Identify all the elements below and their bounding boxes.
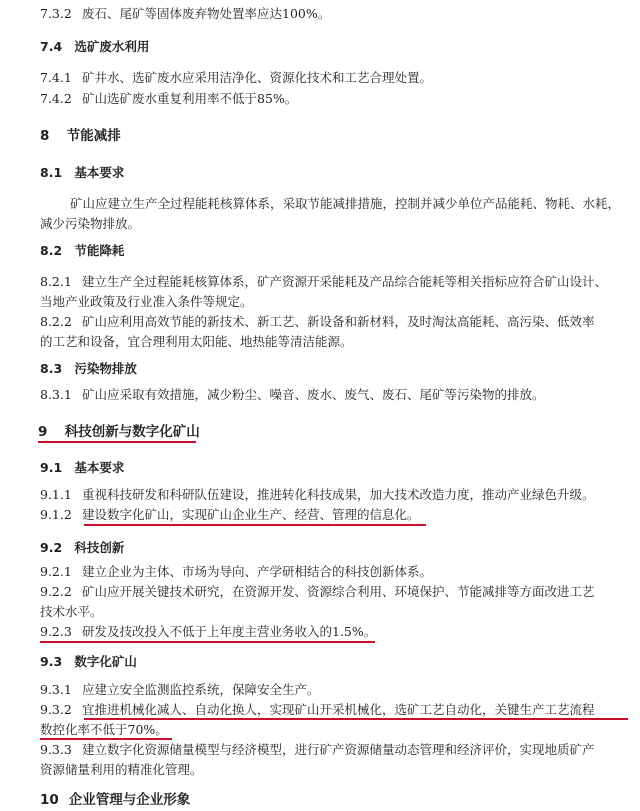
heading-9-1 <box>40 458 124 478</box>
heading-text: 节能减排 <box>66 128 121 144</box>
red-underline-9-2-3 <box>40 641 375 643</box>
clause-number: 9.2.2 <box>40 584 72 599</box>
clause-text: 技术水平。 <box>40 604 103 619</box>
clause-8-3-1 <box>40 385 545 405</box>
clause-text: 废石、尾矿等固体废弃物处置率应达100%。 <box>81 6 331 21</box>
clause-number: 9.1.2 <box>40 507 72 522</box>
heading-8-3 <box>40 359 137 379</box>
clause-9-3-2-cont <box>40 720 168 740</box>
clause-9-1-1 <box>40 485 595 505</box>
clause-number: 9.1.1 <box>40 487 72 502</box>
clause-text: 矿山应利用高效节能的新技术、新工艺、新设备和新材料，及时淘汰高能耗、高污染、低效率 <box>81 314 595 329</box>
clause-text: 建立数字化资源储量模型与经济模型，进行矿产资源储量动态管理和经济评价，实现地质矿产 <box>81 742 595 757</box>
clause-text: 宜推进机械化减人、自动化换人，实现矿山开采机械化，选矿工艺自动化，关键生产工艺流程 <box>81 702 595 717</box>
clause-number: 9.2.3 <box>40 624 72 639</box>
clause-number: 8.2.1 <box>40 274 72 289</box>
heading-8-1 <box>40 163 124 183</box>
clause-number: 7.4.2 <box>40 91 72 106</box>
heading-text: 科技创新与数字化矿山 <box>64 424 200 440</box>
clause-7-3-2 <box>40 4 330 24</box>
clause-text: 数控化率不低于70%。 <box>40 722 168 737</box>
clause-number: 8.3.1 <box>40 387 72 402</box>
heading-9-2 <box>40 538 124 558</box>
paragraph-8-1-line2 <box>40 214 140 234</box>
heading-number: 8 <box>40 128 50 144</box>
heading-number: 9.3 <box>40 654 63 669</box>
heading-9-3 <box>40 652 137 672</box>
clause-text: 资源储量利用的精准化管理。 <box>40 762 203 777</box>
heading-9 <box>38 422 200 442</box>
paragraph-text: 减少污染物排放。 <box>40 216 141 231</box>
clause-8-2-2-cont <box>40 332 353 352</box>
heading-text: 选矿废水利用 <box>74 39 150 54</box>
clause-9-3-3-cont <box>40 760 203 780</box>
clause-text: 矿井水、选矿废水应采用洁净化、资源化技术和工艺合理处置。 <box>81 70 432 85</box>
clause-9-3-3 <box>40 740 595 760</box>
clause-number: 7.4.1 <box>40 70 72 85</box>
clause-text: 研发及技改投入不低于上年度主营业务收入的1.5%。 <box>81 624 377 639</box>
red-underline-heading-9 <box>38 441 196 443</box>
clause-9-2-1 <box>40 562 432 582</box>
clause-text: 矿山应开展关键技术研究，在资源开发、资源综合利用、环境保护、节能减排等方面改进工艺 <box>81 584 595 599</box>
clause-number: 8.2.2 <box>40 314 72 329</box>
heading-text: 企业管理与企业形象 <box>68 792 191 808</box>
heading-8-2 <box>40 241 124 261</box>
clause-9-3-2 <box>40 700 595 720</box>
heading-text: 污染物排放 <box>74 361 137 376</box>
clause-9-1-2 <box>40 505 420 525</box>
paragraph-text: 矿山应建立生产全过程能耗核算体系，采取节能减排措施，控制并减少单位产品能耗、物耗、水耗， <box>70 196 621 211</box>
clause-9-2-2 <box>40 582 595 602</box>
clause-text: 的工艺和设备，宜合理利用太阳能、地热能等清洁能源。 <box>40 334 353 349</box>
heading-8 <box>40 126 121 146</box>
clause-number: 9.3.1 <box>40 682 72 697</box>
clause-7-4-2 <box>40 89 297 109</box>
heading-text: 数字化矿山 <box>74 654 137 669</box>
clause-text: 建立生产全过程能耗核算体系，矿产资源开采能耗及产品综合能耗等相关指标应符合矿山设计、 <box>81 274 607 289</box>
clause-number: 9.2.1 <box>40 564 72 579</box>
paragraph-8-1-line1 <box>70 194 620 214</box>
clause-8-2-1-cont <box>40 292 253 312</box>
clause-8-2-2 <box>40 312 595 332</box>
heading-text: 科技创新 <box>74 540 125 555</box>
clause-number: 9.3.3 <box>40 742 72 757</box>
clause-7-4-1 <box>40 68 432 88</box>
clause-number: 9.3.2 <box>40 702 72 717</box>
clause-text: 矿山应采取有效措施，减少粉尘、噪音、废水、废气、废石、尾矿等污染物的排放。 <box>81 387 545 402</box>
red-underline-9-1-2 <box>84 524 426 526</box>
heading-number: 10 <box>40 792 59 808</box>
clause-9-3-1 <box>40 680 320 700</box>
clause-text: 矿山选矿废水重复利用率不低于85%。 <box>81 91 298 106</box>
heading-number: 9 <box>38 424 48 440</box>
clause-number: 7.3.2 <box>40 6 72 21</box>
heading-number: 8.3 <box>40 361 63 376</box>
heading-number: 9.2 <box>40 540 63 555</box>
clause-9-2-3 <box>40 622 376 642</box>
clause-text: 建设数字化矿山，实现矿山企业生产、经营、管理的信息化。 <box>81 507 420 522</box>
clause-9-2-2-cont <box>40 602 103 622</box>
heading-text: 基本要求 <box>74 460 125 475</box>
heading-number: 8.2 <box>40 243 63 258</box>
heading-7-4 <box>40 37 149 57</box>
heading-number: 7.4 <box>40 39 63 54</box>
clause-text: 建立企业为主体、市场为导向、产学研相结合的科技创新体系。 <box>81 564 432 579</box>
clause-text: 应建立安全监测监控系统，保障安全生产。 <box>81 682 320 697</box>
clause-text: 重视科技研发和科研队伍建设，推进转化科技成果，加大技术改造力度，推动产业绿色升级。 <box>81 487 595 502</box>
clause-text: 当地产业政策及行业准入条件等规定。 <box>40 294 253 309</box>
heading-number: 8.1 <box>40 165 63 180</box>
heading-text: 基本要求 <box>74 165 125 180</box>
heading-number: 9.1 <box>40 460 63 475</box>
clause-8-2-1 <box>40 272 607 292</box>
heading-text: 节能降耗 <box>74 243 125 258</box>
heading-10 <box>40 790 190 810</box>
